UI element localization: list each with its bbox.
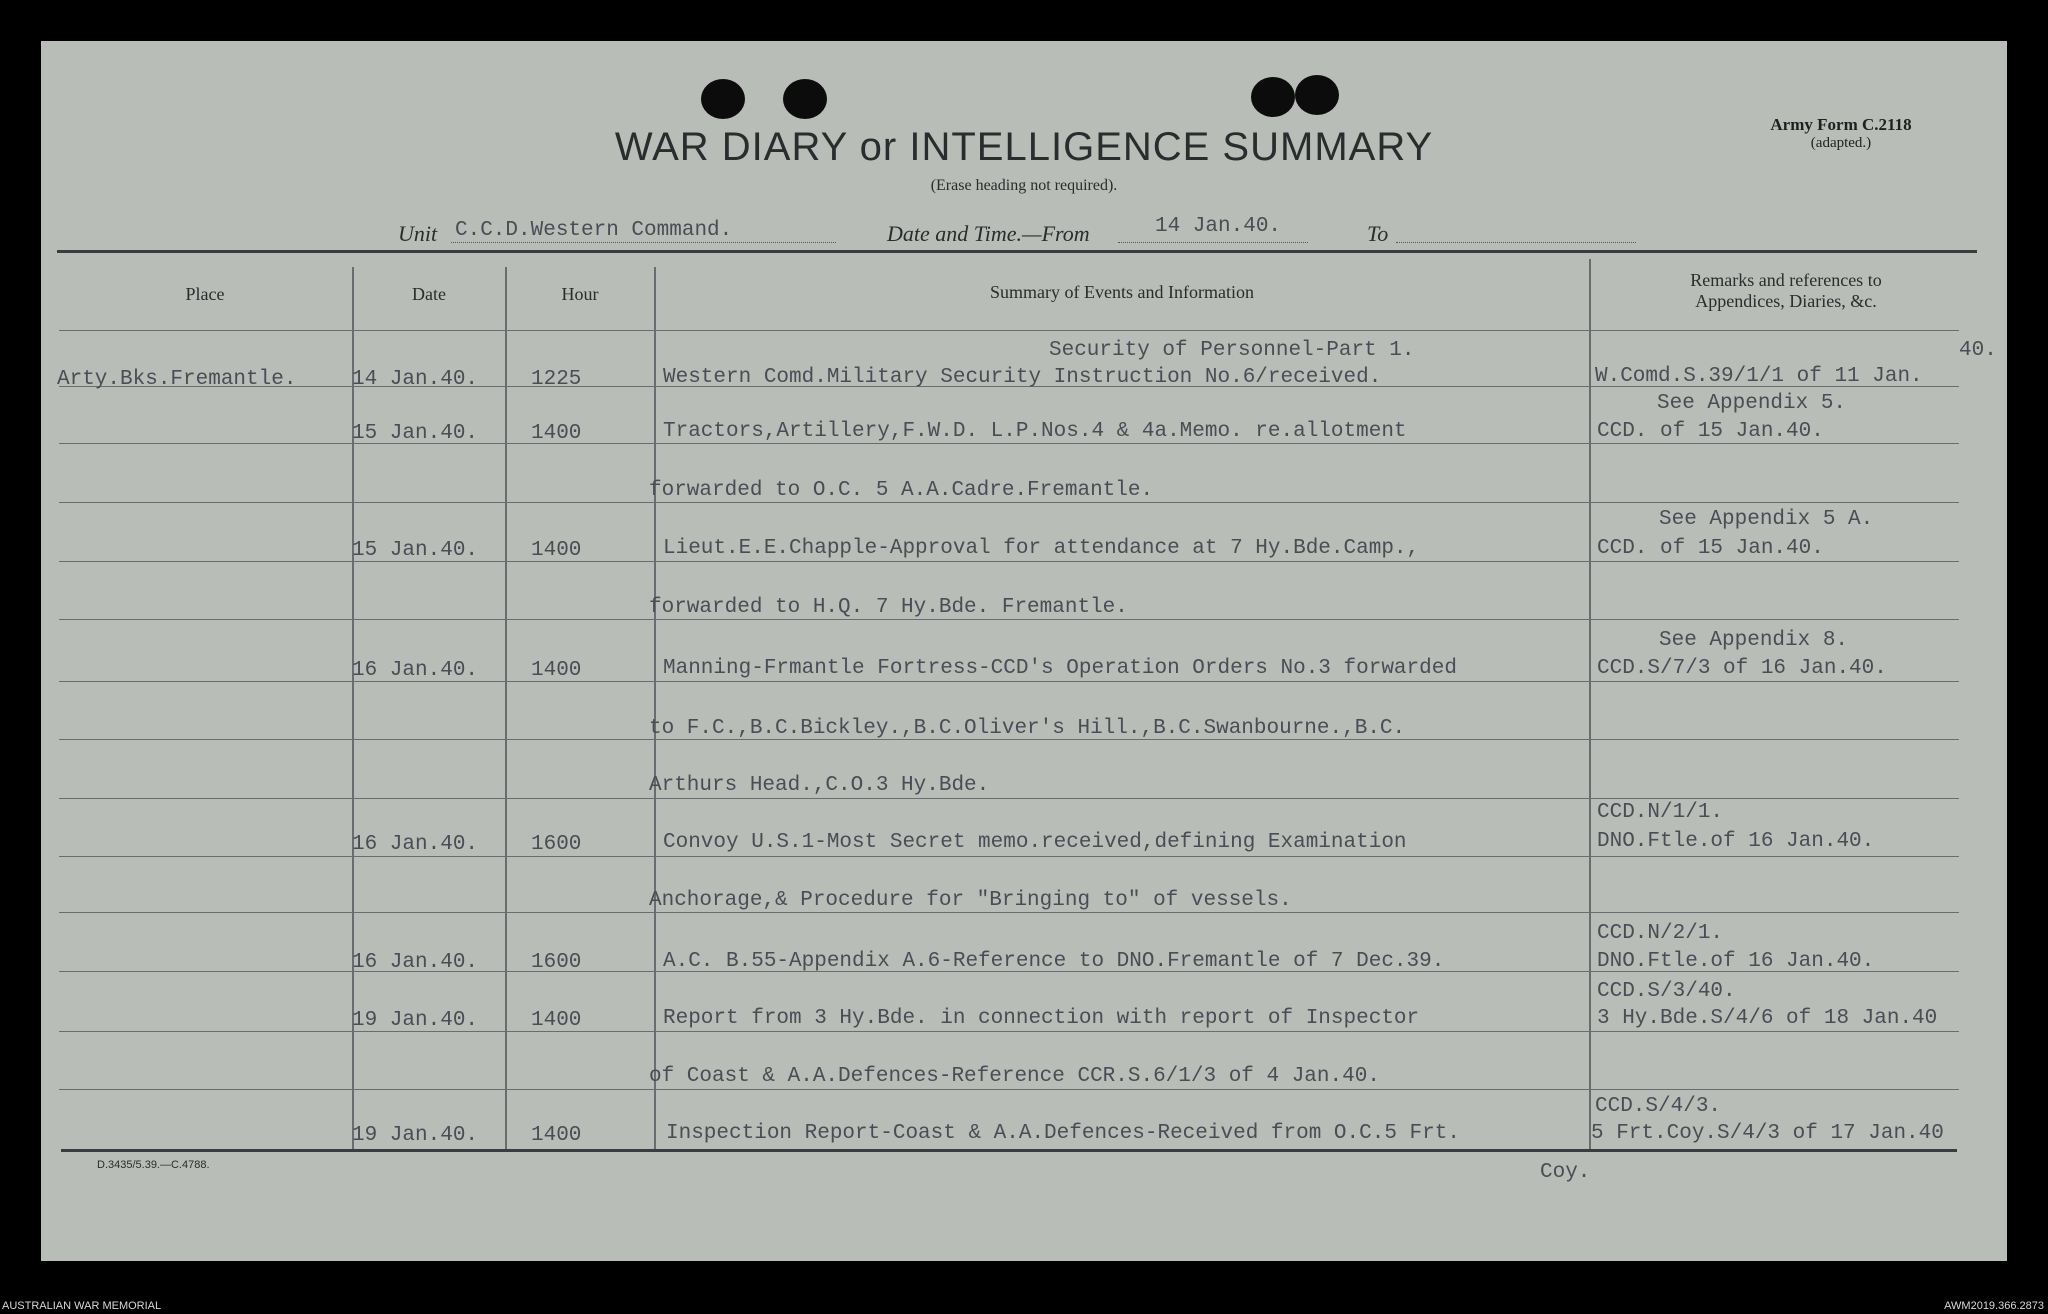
entry-date: 15 Jan.40. <box>352 539 479 562</box>
page-number: 40. <box>1959 339 1997 362</box>
column-divider <box>1589 259 1591 1149</box>
entry-summary-line: forwarded to O.C. 5 A.A.Cadre.Fremantle. <box>649 479 1154 502</box>
column-header-remarks <box>1590 270 1982 312</box>
entry-date: 19 Jan.40. <box>352 1124 479 1147</box>
entry-remarks-line: CCD. of 15 Jan.40. <box>1597 420 1824 443</box>
entry-remarks-line: DNO.Ftle.of 16 Jan.40. <box>1597 950 1875 973</box>
column-header-date: Date <box>412 284 446 304</box>
punch-hole <box>1295 75 1339 115</box>
page-subtitle: (Erase heading not required). <box>930 177 1118 194</box>
entry-remarks-line: CCD. of 15 Jan.40. <box>1597 537 1824 560</box>
unit-value: C.C.D.Western Command. <box>455 219 733 242</box>
entry-remarks-line: See Appendix 5. <box>1657 392 1847 415</box>
column-header-hour: Hour <box>561 284 599 304</box>
entry-summary-line: A.C. B.55-Appendix A.6-Reference to DNO.Fremantle of 7 Dec.39. <box>663 950 1445 973</box>
column-divider <box>505 267 507 1149</box>
entry-summary-line: Western Comd.Military Security Instruction No.6/received. <box>663 366 1382 389</box>
entry-remarks-line: DNO.Ftle.of 16 Jan.40. <box>1597 830 1875 853</box>
ruled-line <box>59 443 1959 444</box>
punch-hole <box>701 79 745 119</box>
form-code-line: Army Form C.2118 <box>1770 115 1912 134</box>
entry-remarks-line: CCD.N/2/1. <box>1597 922 1724 945</box>
entry-hour: 1225 <box>531 368 582 391</box>
to-label: To <box>1367 221 1389 246</box>
column-divider <box>654 267 656 1149</box>
table-top-rule <box>57 250 1977 253</box>
unit-field-line <box>451 242 836 243</box>
entry-remarks-line: CCD.N/1/1. <box>1597 801 1724 824</box>
entry-hour: 1600 <box>531 833 582 856</box>
entry-date: 16 Jan.40. <box>352 951 479 974</box>
archive-reference: AWM2019.366.2873 <box>1944 1300 2044 1312</box>
ruled-line <box>59 798 1959 799</box>
entry-remarks-line: CCD.S/4/3. <box>1595 1095 1722 1118</box>
entry-hour: 1400 <box>531 422 582 445</box>
date-to-line <box>1396 242 1636 243</box>
entry-place: Arty.Bks.Fremantle. <box>57 368 297 391</box>
ruled-line <box>59 561 1959 562</box>
ruled-line <box>59 856 1959 857</box>
ruled-line <box>59 912 1959 913</box>
remarks-header-line: Appendices, Diaries, &c. <box>1695 291 1877 311</box>
entry-date: 14 Jan.40. <box>352 368 479 391</box>
page-title: WAR DIARY or INTELLIGENCE SUMMARY <box>614 125 1434 169</box>
entry-summary-line: Arthurs Head.,C.O.3 Hy.Bde. <box>649 774 990 797</box>
entry-remarks-line: See Appendix 5 A. <box>1659 508 1874 531</box>
date-from-line <box>1118 242 1308 243</box>
entry-date: 19 Jan.40. <box>352 1009 479 1032</box>
entry-hour: 1400 <box>531 659 582 682</box>
entry-summary-line: of Coast & A.A.Defences-Reference CCR.S.6/1/3 of 4 Jan.40. <box>649 1065 1380 1088</box>
entry-remarks-line: 3 Hy.Bde.S/4/6 of 18 Jan.40 <box>1597 1007 1938 1030</box>
entry-summary-line: to F.C.,B.C.Bickley.,B.C.Oliver's Hill.,B.C.Swanbourne.,B.C. <box>649 717 1406 740</box>
entry-summary-line: Anchorage,& Procedure for "Bringing to" of vessels. <box>649 889 1292 912</box>
archive-credit: AUSTRALIAN WAR MEMORIAL <box>2 1300 162 1312</box>
ruled-line <box>59 619 1959 620</box>
form-code-adapted: (adapted.) <box>1810 135 1872 151</box>
date-from-value: 14 Jan.40. <box>1155 215 1282 238</box>
ruled-line <box>59 1031 1959 1032</box>
table-bottom-rule <box>61 1149 1957 1152</box>
entry-remarks-line: W.Comd.S.39/1/1 of 11 Jan. <box>1595 365 1923 388</box>
entry-summary-line: Inspection Report-Coast & A.A.Defences-Received from O.C.5 Frt. <box>666 1122 1460 1145</box>
entry-summary-line: Convoy U.S.1-Most Secret memo.received,defining Examination <box>663 831 1407 854</box>
entry-remarks-line: See Appendix 8. <box>1659 629 1849 652</box>
entry-date: 16 Jan.40. <box>352 659 479 682</box>
punch-hole <box>783 79 827 119</box>
ruled-line <box>59 1089 1959 1090</box>
entry-hour: 1600 <box>531 951 582 974</box>
remarks-header-line: Remarks and references to <box>1690 270 1882 290</box>
ruled-line <box>59 681 1959 682</box>
punch-hole <box>1251 77 1295 117</box>
entry-date: 15 Jan.40. <box>352 422 479 445</box>
date-label: Date and Time.—From <box>887 221 1090 246</box>
entry-hour: 1400 <box>531 1009 582 1032</box>
print-code: D.3435/5.39.—C.4788. <box>97 1159 210 1171</box>
entry-summary-line: Lieut.E.E.Chapple-Approval for attendance at 7 Hy.Bde.Camp., <box>663 537 1420 560</box>
diary-page <box>41 41 2007 1261</box>
form-code <box>1741 115 1941 152</box>
entry-remarks-line: CCD.S/3/40. <box>1597 980 1736 1003</box>
ruled-line <box>59 502 1959 503</box>
entry-summary-line: Tractors,Artillery,F.W.D. L.P.Nos.4 & 4a.Memo. re.allotment <box>663 420 1407 443</box>
column-header-place: Place <box>185 284 225 304</box>
entry-date: 16 Jan.40. <box>352 833 479 856</box>
entry-remarks-line: 5 Frt.Coy.S/4/3 of 17 Jan.40 <box>1591 1122 1944 1145</box>
entry-hour: 1400 <box>531 539 582 562</box>
entry-summary-continuation: Coy. <box>1540 1161 1591 1184</box>
entry-summary-line: Manning-Frmantle Fortress-CCD's Operation Orders No.3 forwarded <box>663 657 1457 680</box>
section-heading: Security of Personnel-Part 1. <box>1049 339 1415 362</box>
unit-label: Unit <box>398 221 438 246</box>
entry-remarks-line: CCD.S/7/3 of 16 Jan.40. <box>1597 657 1887 680</box>
column-header-summary: Summary of Events and Information <box>990 282 1254 302</box>
header-rule <box>59 330 1959 331</box>
entry-summary-line: forwarded to H.Q. 7 Hy.Bde. Fremantle. <box>649 596 1128 619</box>
entry-hour: 1400 <box>531 1124 582 1147</box>
entry-summary-line: Report from 3 Hy.Bde. in connection with report of Inspector <box>663 1007 1420 1030</box>
